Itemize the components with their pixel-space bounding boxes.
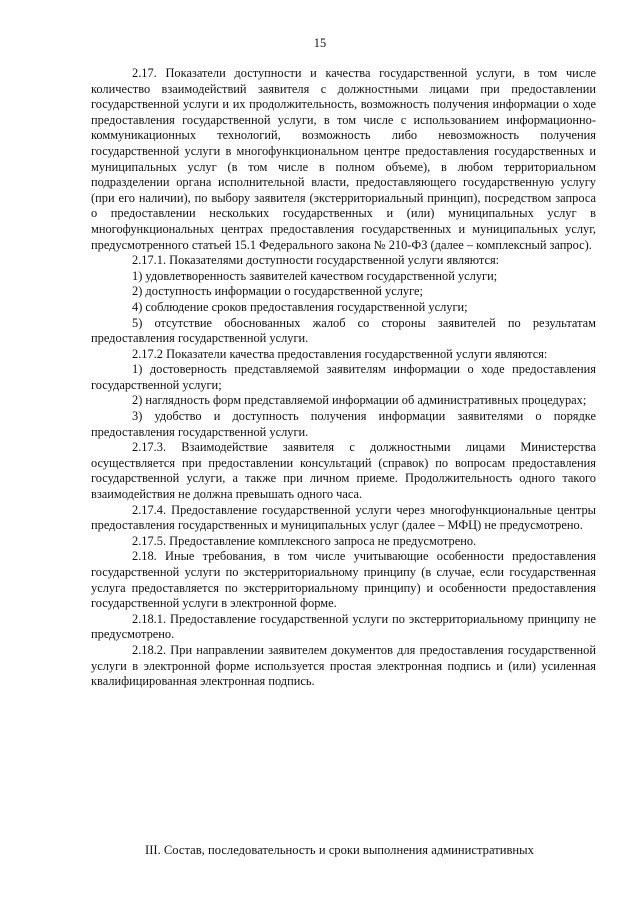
paragraph-2-18-1: 2.18.1. Предоставление государственной услуги по экстерриториальному принципу не предусмотрено. — [91, 611, 596, 642]
list-item: 1) удовлетворенность заявителей качеством государственной услуги; — [132, 268, 498, 283]
paragraph-2-17-2: 2.17.2 Показатели качества предоставления государственной услуги являются: — [132, 346, 548, 361]
list-item: 1) достоверность представляемой заявителям информации о ходе предоставления государственной услуги; — [91, 362, 596, 392]
page-number: 15 — [313, 36, 327, 50]
paragraph-2-17-4: 2.17.4. Предоставление государственной услуги через многофункциональные центры предоставления государственных и муниципальных услуг (далее – МФЦ) не предусмотрено. — [91, 502, 596, 533]
paragraph-2-17: 2.17. Показатели доступности и качества государственной услуги, в том числе количество взаимодействий заявителя с должностными лицами при предоставлении государственной услуги и их продолжительность, возможность получения информации о ходе предоставления государственной услуги, в том числе с использованием информационно-коммуникационных технологий, возможность либо невозможность получения государственной услуги в многофункциональном центре предоставления государственных и муниципальных услуг (в том числе в полном объеме), в любом территориальном подразделении органа исполнительной власти, предоставляющего государственную услугу (при его наличии), по выбору заявителя (экстерриториальный принцип), посредством запроса о предоставлении нескольких государственных и (или) муниципальных услуг в многофункциональных центрах предоставления государственных и муниципальных услуг, предусмотренного статьей 15.1 Федерального закона № 210-ФЗ (далее – комплексный запрос). — [91, 66, 596, 252]
paragraph-2-17-3: 2.17.3. Взаимодействие заявителя с должностными лицами Министерства осуществляется при предоставлении консультаций (справок) по вопросам предоставления государственной услуги, а также при личном приеме. Продолжительность одного такого взаимодействия не должна превышать одного часа. — [91, 440, 596, 502]
paragraph-2-17-5: 2.17.5. Предоставление комплексного запроса не предусмотрено. — [132, 533, 477, 548]
list-item: 2) наглядность форм представляемой информации об административных процедурах; — [132, 393, 587, 408]
list-item: 3) удобство и доступность получения информации заявителями о порядке предоставления государственной услуги. — [91, 409, 596, 439]
section-heading: III. Состав, последовательность и сроки выполнения административных — [145, 843, 534, 857]
list-item: 5) отсутствие обоснованных жалоб со стороны заявителей по результатам предоставления государственной услуги. — [91, 315, 596, 346]
paragraph-2-17-1: 2.17.1. Показателями доступности государственной услуги являются: — [132, 253, 500, 268]
paragraph-2-18: 2.18. Иные требования, в том числе учитывающие особенности предоставления государственной услуги по экстерриториальному принципу (в случае, если государственная услуга предоставляется по экстерриториальному принципу) и особенности предоставления государственной услуги в электронной форме. — [91, 549, 596, 611]
list-item: 4) соблюдение сроков предоставления государственной услуги; — [132, 299, 468, 314]
paragraph-2-18-2: 2.18.2. При направлении заявителем документов для предоставления государственной услуги в электронной форме используется простая электронная подпись и (или) усиленная квалифицированная электронная подпись. — [91, 642, 596, 689]
list-item: 2) доступность информации о государственной услуге; — [132, 284, 423, 299]
document-body — [91, 66, 596, 690]
